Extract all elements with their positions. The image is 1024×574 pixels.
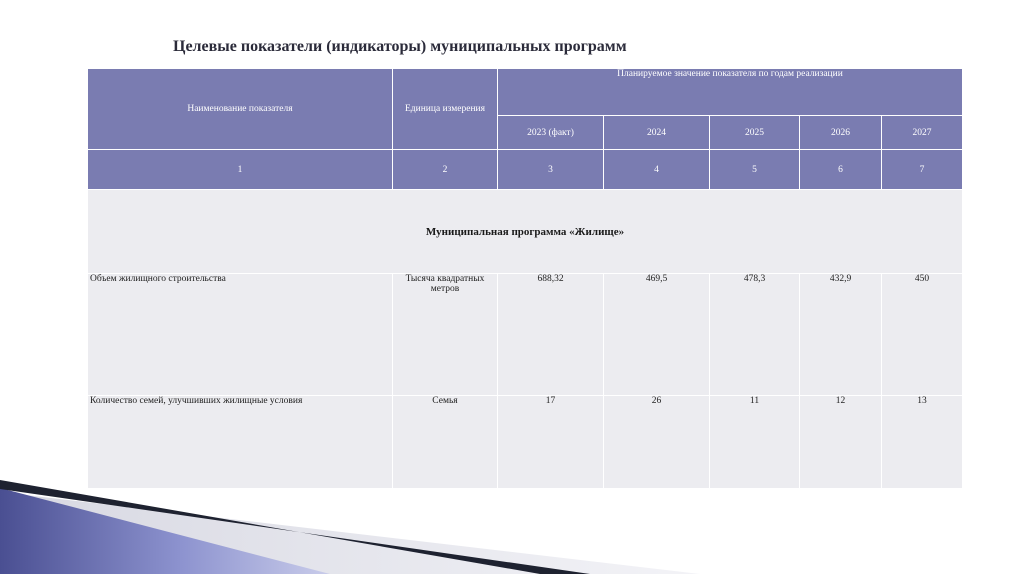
indicators-table — [87, 68, 963, 489]
indicator-value: 17 — [498, 396, 604, 489]
indicator-unit: Тысяча квадратных метров — [393, 274, 498, 396]
slide-title: Целевые показатели (индикаторы) муниципальных программ — [173, 38, 627, 55]
indicator-value: 12 — [800, 396, 882, 489]
decor-light-band — [0, 492, 700, 574]
indicator-value: 26 — [604, 396, 710, 489]
column-number: 6 — [800, 150, 882, 190]
column-number: 7 — [882, 150, 963, 190]
header-year: 2024 — [604, 116, 710, 150]
indicator-value: 432,9 — [800, 274, 882, 396]
header-planned-values: Планируемое значение показателя по годам реализации — [498, 69, 963, 116]
column-number: 4 — [604, 150, 710, 190]
indicator-value: 450 — [882, 274, 963, 396]
column-number: 1 — [88, 150, 393, 190]
indicator-value: 688,32 — [498, 274, 604, 396]
column-number: 3 — [498, 150, 604, 190]
header-year: 2026 — [800, 116, 882, 150]
decor-blue-band — [0, 488, 330, 574]
indicator-value: 11 — [710, 396, 800, 489]
indicator-value: 478,3 — [710, 274, 800, 396]
program-section-title: Муниципальная программа «Жилище» — [88, 190, 963, 274]
indicator-value: 469,5 — [604, 274, 710, 396]
indicator-unit: Семья — [393, 396, 498, 489]
header-indicator-name: Наименование показателя — [88, 69, 393, 150]
header-year: 2027 — [882, 116, 963, 150]
header-year: 2025 — [710, 116, 800, 150]
column-number: 2 — [393, 150, 498, 190]
decor-dark-stripe — [0, 480, 590, 574]
header-year: 2023 (факт) — [498, 116, 604, 150]
indicator-value: 13 — [882, 396, 963, 489]
column-number: 5 — [710, 150, 800, 190]
indicator-name: Объем жилищного строительства — [88, 274, 393, 396]
header-unit: Единица измерения — [393, 69, 498, 150]
indicator-name: Количество семей, улучшивших жилищные условия — [88, 396, 393, 489]
